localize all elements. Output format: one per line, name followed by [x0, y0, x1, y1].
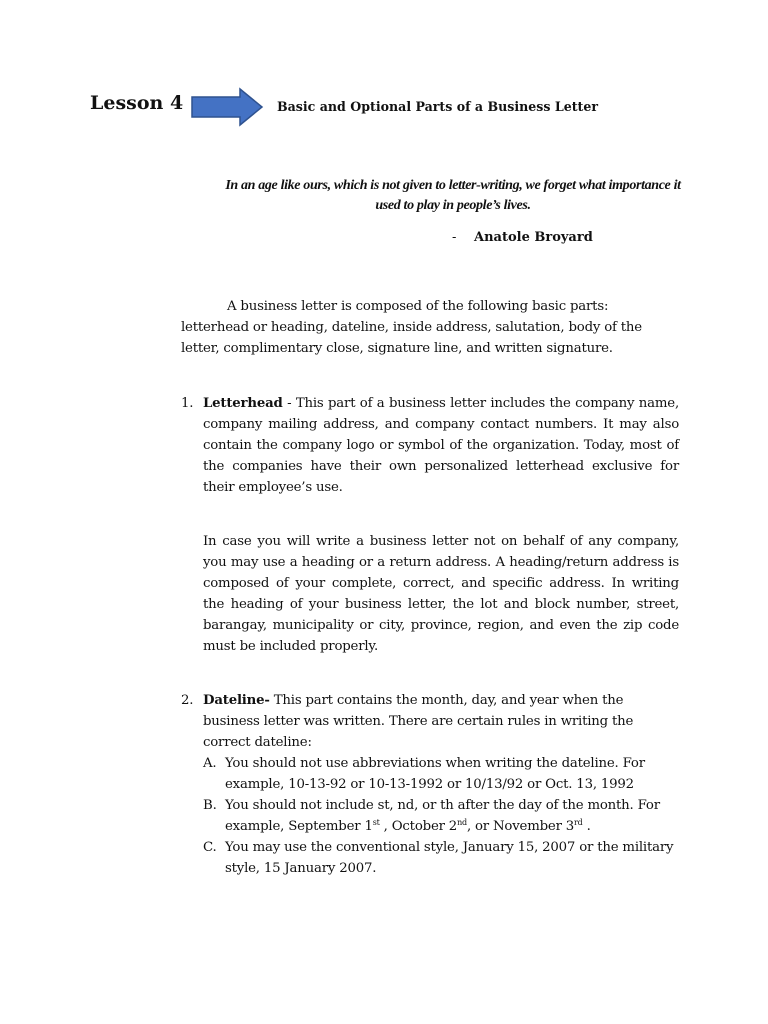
- list-item-content: [203, 690, 679, 879]
- rule-text-part: , or November 3: [466, 819, 575, 834]
- list-number: 1.: [181, 396, 194, 411]
- quote-author: Anatole Broyard: [474, 230, 593, 245]
- lesson-label: Lesson 4: [90, 92, 184, 114]
- page-title: Basic and Optional Parts of a Business Letter: [277, 99, 599, 114]
- rule-text: You should not use abbreviations when writing the dateline. For example, 10-13-92 or 10-13-1992 or 10/13/92 or Oct. 13, 1992: [225, 756, 645, 792]
- ordinal-suffix: rd: [574, 818, 583, 827]
- ordinal-suffix: st: [372, 818, 380, 827]
- arrow-shape: [192, 89, 262, 125]
- dateline-intro: [203, 690, 679, 753]
- rule-text-part: , October 2: [379, 819, 458, 834]
- list-item-dateline: [181, 690, 679, 879]
- rule-text: [225, 798, 660, 834]
- rule-letter: B.: [203, 798, 217, 813]
- rule-text: You may use the conventional style, January 15, 2007 or the military style, 15 January 2007.: [225, 840, 674, 876]
- heading-paragraph: In case you will write a business letter not on behalf of any company, you may use a heading or a return address. A heading/return address is composed of your complete, correct, and specific address. In writing the heading of your business letter, the lot and block number, street, barangay, municipality or city, province, region, and even the zip code must be included properly.: [203, 534, 679, 654]
- list-number: 2.: [181, 693, 194, 708]
- right-arrow-icon: [190, 87, 266, 127]
- rule-a: [203, 753, 679, 795]
- rule-text-part: You should not include st, nd, or th after the day of the month. For example, September 1: [225, 798, 660, 834]
- intro-paragraph: A business letter is composed of the following basic parts: letterhead or heading, dateline, inside address, salutation, body of the letter, complimentary close, signature line, and written signature.: [181, 299, 642, 356]
- term-letterhead: Letterhead: [203, 396, 283, 411]
- dateline-description: This part contains the month, day, and year when the business letter was written. There are certain rules in writing the correct dateline:: [203, 693, 634, 750]
- attribution-dash: -: [452, 230, 457, 245]
- rule-letter: C.: [203, 840, 217, 855]
- rule-text-part: .: [582, 819, 591, 834]
- term-dateline: Dateline-: [203, 693, 270, 708]
- epigraph-quote: In an age like ours, which is not given to letter-writing, we forget what importance it used to play in people’s lives.: [225, 178, 681, 213]
- letterhead-description: - This part of a business letter includes the company name, company mailing address, and company contact numbers. It may also contain the company logo or symbol of the organization. Today, most of the companies have their own personalized letterhead exclusive for their employee’s use.: [203, 396, 679, 495]
- list-item-letterhead: [181, 393, 679, 498]
- quote-attribution: [452, 230, 593, 245]
- rule-b: [203, 795, 679, 837]
- list-item-content: [203, 393, 679, 498]
- rule-letter: A.: [203, 756, 217, 771]
- ordinal-suffix: nd: [457, 818, 467, 827]
- rule-c: [203, 837, 679, 879]
